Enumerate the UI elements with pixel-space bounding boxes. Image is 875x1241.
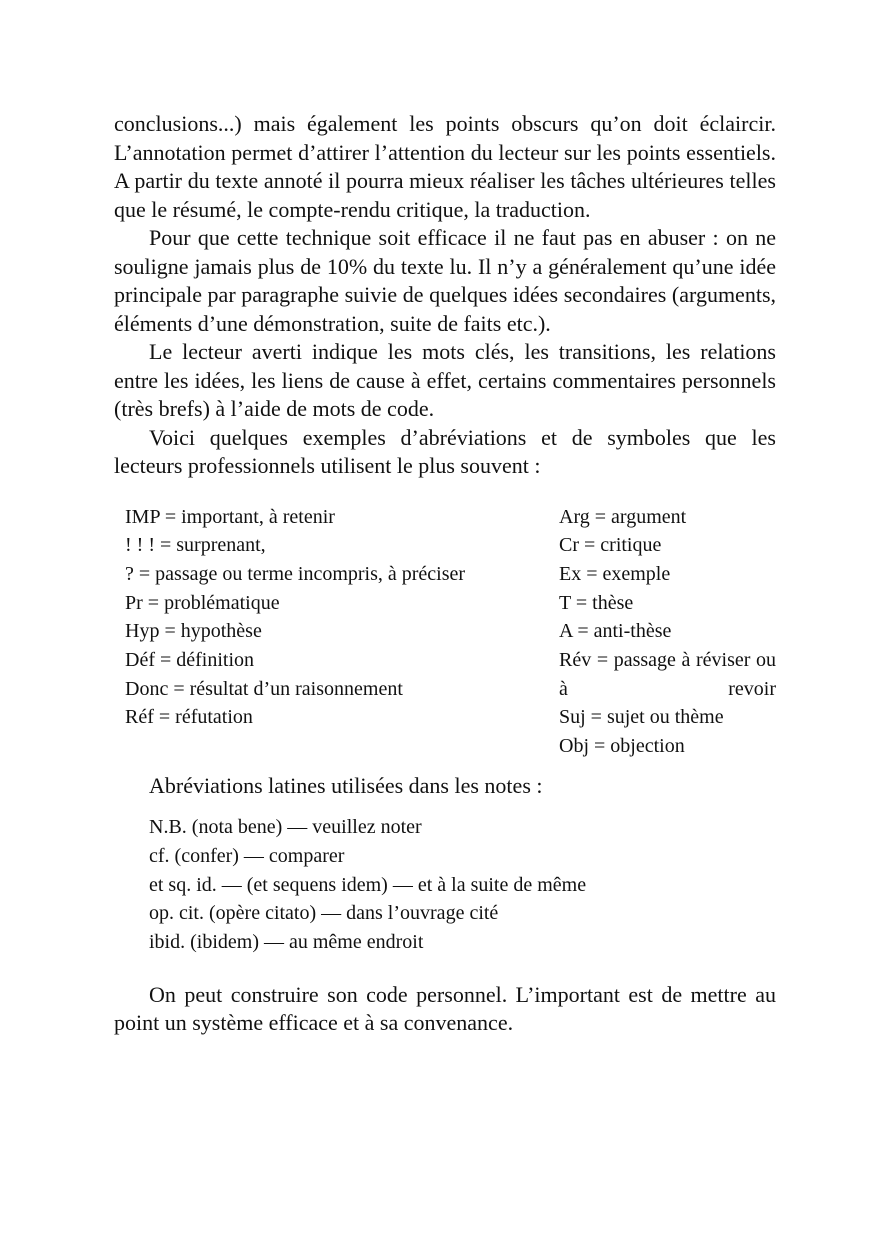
- latin-abbreviation-item: et sq. id. — (et sequens idem) — et à la suite de même: [149, 873, 587, 896]
- abbreviation-item: Obj = objection: [559, 735, 685, 758]
- paragraph-reader: Le lecteur averti indique les mots clés, les transitions, les relations entre les idées, les liens de cause à effet, certains commentaires personnels (très brefs) à l’aide de mots de code.: [114, 339, 776, 421]
- abbreviation-column-left: [125, 503, 545, 761]
- abbreviation-item: Cr = critique: [559, 534, 662, 557]
- page-body: [114, 110, 776, 1038]
- latin-abbreviation-list: [114, 813, 776, 957]
- abbreviation-item: ! ! ! = surprenant,: [125, 534, 266, 557]
- abbreviation-item: Réf = réfutation: [125, 706, 253, 729]
- abbreviation-list: [114, 503, 776, 761]
- abbreviation-item: Ex = exemple: [559, 562, 671, 585]
- abbreviation-item: Arg = argument: [559, 505, 687, 528]
- latin-abbreviation-item: op. cit. (opère citato) — dans l’ouvrage cité: [149, 902, 499, 925]
- latin-abbreviation-item: ibid. (ibidem) — au même endroit: [149, 931, 424, 954]
- abbreviation-item: Suj = sujet ou thème: [559, 706, 724, 729]
- paragraph-examples-intro: Voici quelques exemples d’abréviations et de symboles que les lecteurs professionnels utilisent le plus souvent :: [114, 424, 776, 478]
- latin-abbreviation-item: cf. (confer) — comparer: [149, 845, 345, 868]
- paragraph-annotation-intro: conclusions...) mais également les points obscurs qu’on doit éclaircir. L’annotation permet d’attirer l’attention du lecteur sur les points essentiels. A partir du texte annoté il pourra mieux réaliser les tâches ultérieures telles que le résumé, le compte-rendu critique, la traduction.: [114, 111, 776, 222]
- abbreviation-column-right: [559, 503, 776, 761]
- abbreviation-item: Donc = résultat d’un raisonnement: [125, 677, 403, 700]
- abbreviation-item: Rév = passage à réviser ou à revoir: [559, 649, 776, 700]
- abbreviation-item: Hyp = hypothèse: [125, 620, 262, 643]
- latin-abbreviation-item: N.B. (nota bene) — veuillez noter: [149, 816, 422, 839]
- abbreviation-item: IMP = important, à retenir: [125, 505, 335, 528]
- abbreviation-item: ? = passage ou terme incompris, à préciser: [125, 562, 466, 585]
- abbreviation-item: Pr = problématique: [125, 591, 280, 614]
- abbreviation-item: T = thèse: [559, 591, 634, 614]
- abbreviation-item: A = anti-thèse: [559, 620, 672, 643]
- abbreviation-item: Déf = définition: [125, 649, 255, 672]
- paragraph-technique: Pour que cette technique soit efficace il ne faut pas en abuser : on ne souligne jamais plus de 10% du texte lu. Il n’y a généralement qu’une idée principale par paragraphe suivie de quelques idées secondaires (arguments, éléments d’une démonstration, suite de faits etc.).: [114, 225, 776, 336]
- latin-abbreviations-heading: Abréviations latines utilisées dans les notes :: [149, 772, 543, 798]
- paragraph-closing: On peut construire son code personnel. L’important est de mettre au point un système efficace et à sa convenance.: [114, 981, 776, 1036]
